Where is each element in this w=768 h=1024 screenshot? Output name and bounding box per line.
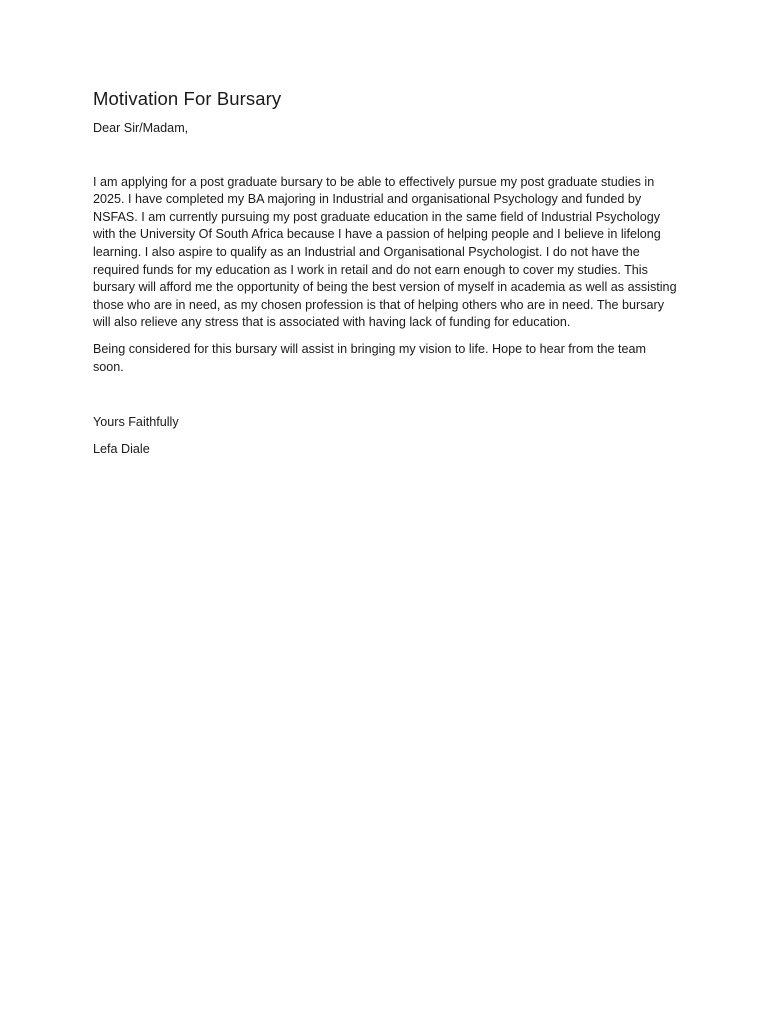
salutation: Dear Sir/Madam,	[93, 121, 189, 135]
paragraph-1: I am applying for a post graduate bursary to be able to effectively pursue my post graduate studies in 2025. I have completed my BA majoring in Industrial and organisational Psychology and funded by NSFAS. I am currently pursuing my post graduate education in the same field of Industrial Psychology with the University Of South Africa because I have a passion of helping people and I believe in lifelong learning. I also aspire to qualify as an Industrial and Organisational Psychologist. I do not have the required funds for my education as I work in retail and do not earn enough to cover my studies. This bursary will afford me the opportunity of being the best version of myself in academia as well as assisting those who are in need, as my chosen profession is that of helping others who are in need. The bursary will also relieve any stress that is associated with having lack of funding for education.	[93, 174, 677, 330]
paragraph-2: Being considered for this bursary will assist in bringing my vision to life. Hope to hear from the team soon.	[93, 341, 646, 374]
letter-body	[93, 88, 678, 458]
letter-title: Motivation For Bursary	[93, 88, 282, 109]
closing: Yours Faithfully	[93, 415, 179, 430]
signature-name: Lefa Diale	[93, 441, 150, 456]
